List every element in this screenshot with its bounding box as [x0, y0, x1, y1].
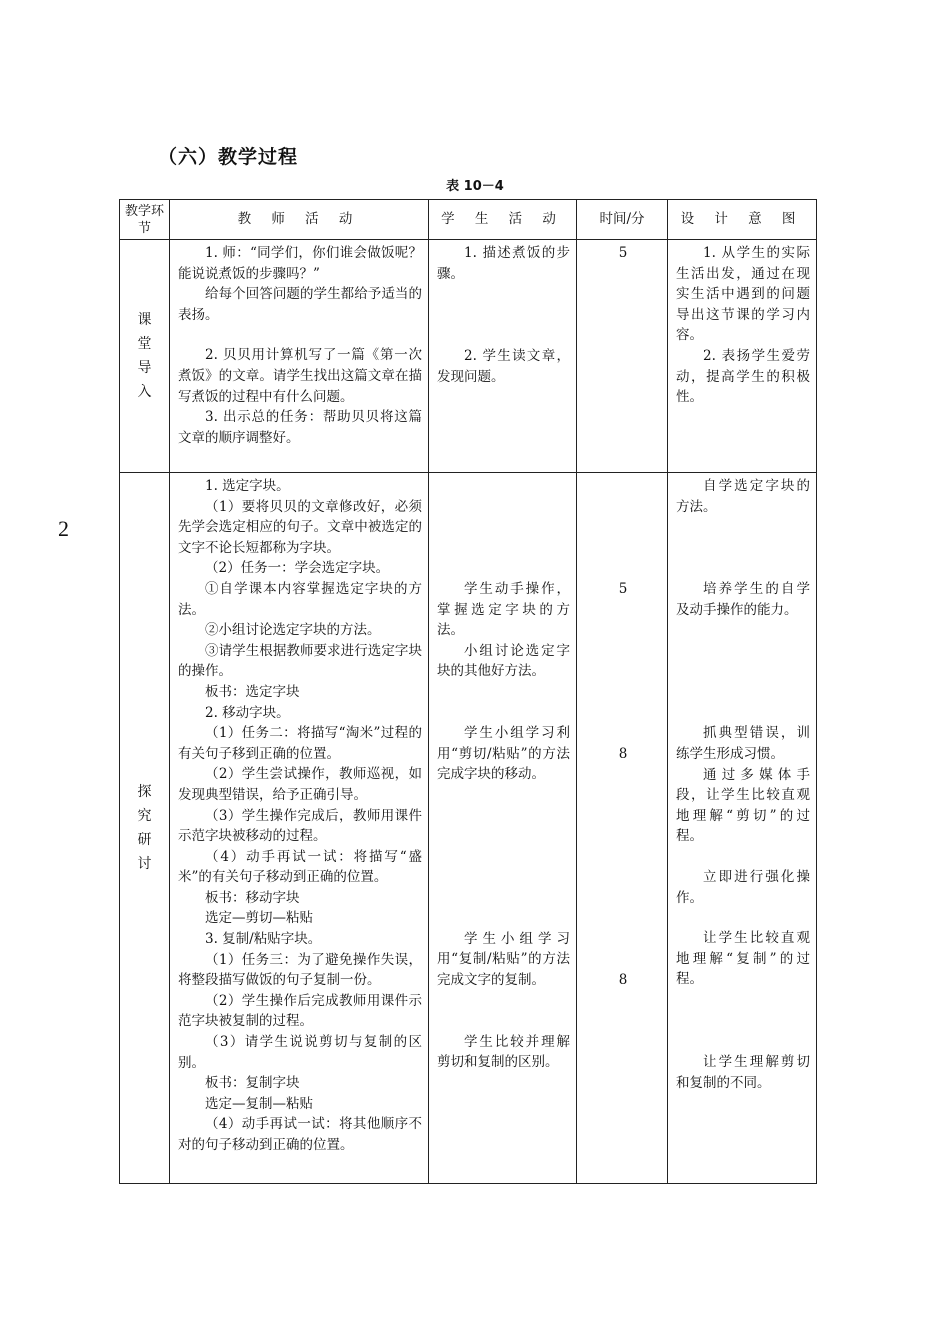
list-item: ①自学课本内容掌握选定字块的方法。 — [178, 580, 422, 618]
list-item: （4）动手再试一试：将描写“盛米”的有关句子移动到正确的位置。 — [178, 848, 422, 886]
stage-explore — [120, 473, 170, 1184]
table-row-intro — [120, 240, 817, 473]
header-time: 时间/分 — [577, 200, 668, 240]
list-item: 2. 贝贝用计算机写了一篇《第一次煮饭》的文章。请学生找出这篇文章在描写煮饭的过程中有什么问题。 — [178, 347, 422, 405]
time-value: 5 — [618, 581, 628, 597]
table-caption: 表 10－4 — [446, 179, 504, 194]
intro-design-intent — [668, 240, 817, 473]
list-item: 1. 师：“同学们，你们谁会做饭呢？能说说煮饭的步骤吗？” — [178, 245, 422, 282]
list-item: 让学生比较直观地理解“复制”的过程。 — [676, 930, 810, 988]
list-item: 学生小组学习利用“剪切/粘贴”的方法完成字块的移动。 — [437, 724, 570, 783]
list-item: 学生比较并理解剪切和复制的区别。 — [437, 1033, 570, 1071]
time-value: 8 — [618, 972, 628, 989]
list-item: 2. 学生读文章，发现问题。 — [437, 348, 570, 385]
header-design-intent: 设 计 意 图 — [668, 200, 817, 240]
list-item: （1）任务二：将描写“淘米”过程的有关句子移到正确的位置。 — [178, 725, 422, 762]
stage-explore-label: 探究研讨 — [137, 784, 152, 872]
list-item: 选定—剪切—粘贴 — [205, 910, 313, 927]
list-item: 自学选定字块的方法。 — [676, 478, 810, 515]
list-item: （3）请学生说说剪切与复制的区别。 — [178, 1034, 422, 1071]
header-row — [120, 200, 817, 240]
list-item: 1. 选定字块。 — [205, 478, 290, 494]
explore-teacher-activity — [170, 473, 429, 1184]
list-item: 培养学生的自学及动手操作的能力。 — [676, 581, 810, 618]
list-item: （3）学生操作完成后，教师用课件示范字块被移动的过程。 — [178, 807, 422, 845]
list-item: ②小组讨论选定字块的方法。 — [205, 622, 381, 639]
header-stage: 教学环节 — [120, 200, 170, 240]
page-side-number: 2 — [58, 516, 69, 541]
list-item: 板书：选定字块 — [205, 683, 300, 700]
stage-intro — [120, 240, 170, 473]
list-item: 给每个回答问题的学生都给予适当的表扬。 — [178, 286, 422, 323]
list-item: 小组讨论选定字块的其他好方法。 — [437, 642, 570, 680]
list-item: （4）动手再试一试：将其他顺序不对的句子移动到正确的位置。 — [178, 1116, 422, 1153]
explore-student-activity — [429, 473, 577, 1184]
list-item: 选定—复制—粘贴 — [205, 1095, 313, 1112]
list-item: 3. 复制/粘贴字块。 — [205, 931, 322, 948]
list-item: 板书：移动字块 — [205, 889, 300, 906]
list-item: 1. 从学生的实际生活出发，通过在现实生活中遇到的问题导出这节课的学习内容。 — [676, 245, 810, 344]
intro-time: 5 — [577, 240, 668, 473]
explore-time — [577, 473, 668, 1184]
time-value: 8 — [618, 745, 628, 762]
list-item: （2）任务一：学会选定字块。 — [205, 560, 390, 577]
header-teacher-activity: 教 师 活 动 — [170, 200, 429, 240]
list-item: （1）任务三：为了避免操作失误，将整段描写做饭的句子复制一份。 — [178, 951, 422, 989]
list-item: 1. 描述煮饭的步骤。 — [437, 245, 570, 282]
list-item: 3. 出示总的任务：帮助贝贝将这篇文章的顺序调整好。 — [178, 409, 422, 446]
list-item: ③请学生根据教师要求进行选定字块的操作。 — [178, 642, 422, 680]
section-heading: （六）教学过程 — [158, 146, 299, 168]
list-item: 让学生理解剪切和复制的不同。 — [676, 1053, 810, 1091]
list-item: 板书：复制字块 — [205, 1075, 300, 1092]
list-item: 通过多媒体手段，让学生比较直观地理解“剪切”的过程。 — [676, 766, 810, 845]
table-row-explore — [120, 473, 817, 1184]
list-item: （2）学生尝试操作，教师巡视，如发现典型错误，给予正确引导。 — [178, 766, 422, 803]
explore-design-intent — [668, 473, 817, 1184]
header-student-activity: 学 生 活 动 — [429, 200, 577, 240]
list-item: 2. 表扬学生爱劳动，提高学生的积极性。 — [676, 347, 810, 406]
list-item: 抓典型错误，训练学生形成习惯。 — [676, 725, 810, 762]
lesson-process-table — [119, 199, 817, 1184]
list-item: 学生小组学习用“复制/粘贴”的方法完成文字的复制。 — [437, 930, 570, 988]
stage-intro-label: 课堂导入 — [137, 312, 152, 400]
intro-teacher-activity — [170, 240, 429, 473]
list-item: 学生动手操作，掌握选定字块的方法。 — [437, 581, 570, 639]
list-item: （2）学生操作后完成教师用课件示范字块被复制的过程。 — [178, 992, 422, 1030]
intro-student-activity — [429, 240, 577, 473]
list-item: （1）要将贝贝的文章修改好，必须先学会选定相应的句子。文章中被选定的文字不论长短都称为字块。 — [178, 498, 422, 556]
list-item: 立即进行强化操作。 — [676, 868, 810, 906]
list-item: 2. 移动字块。 — [205, 704, 290, 721]
